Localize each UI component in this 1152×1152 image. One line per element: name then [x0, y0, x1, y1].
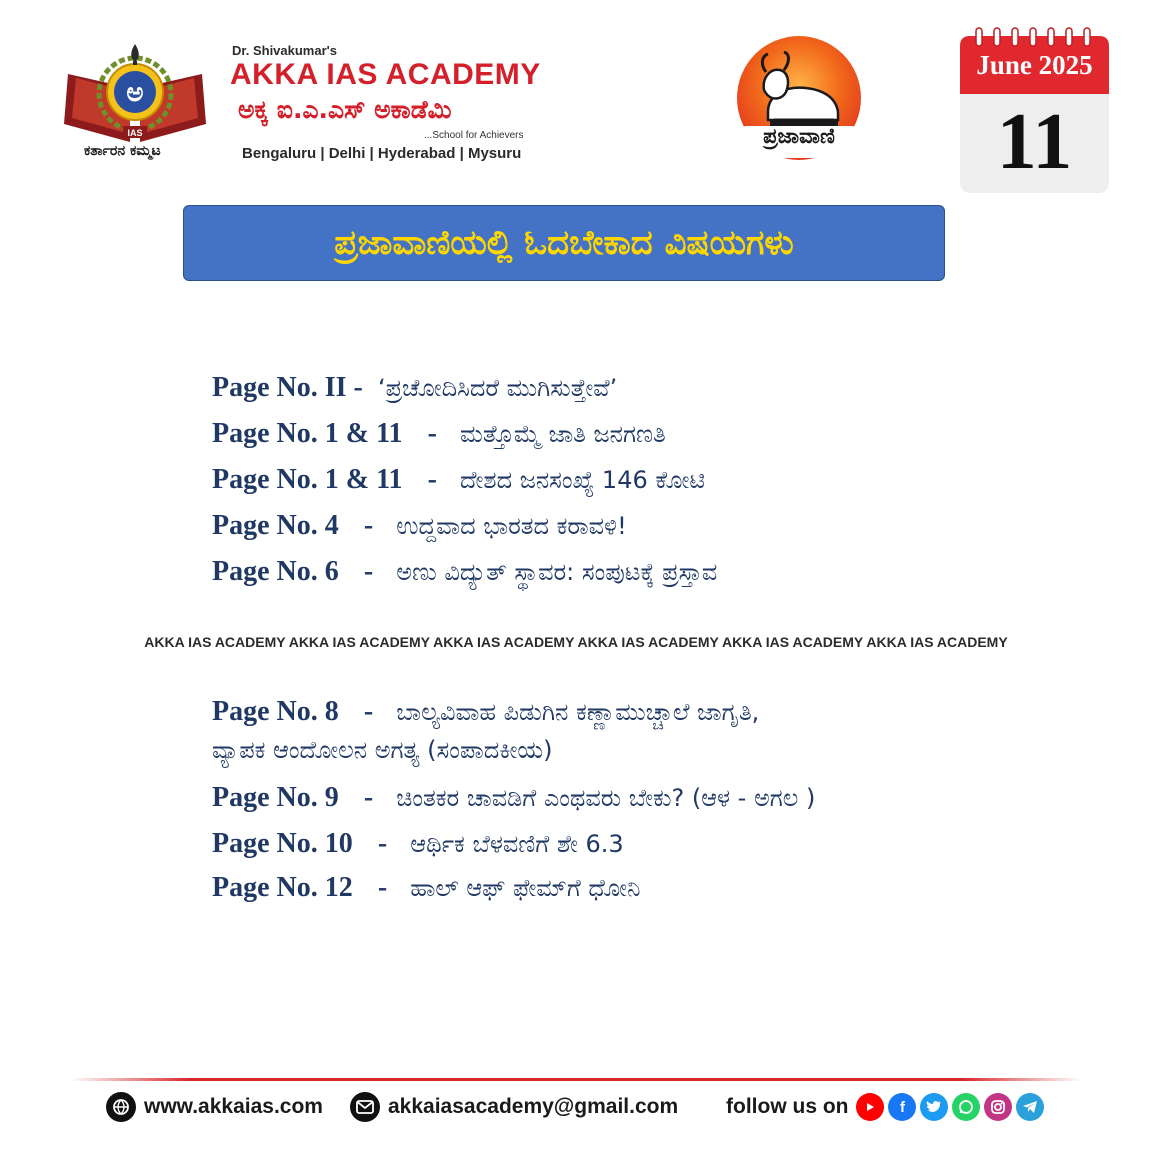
separator: -: [427, 464, 437, 495]
separator: -: [363, 782, 374, 813]
newspaper-name: ಪ್ರಜಾವಾಣಿ: [763, 124, 835, 148]
separator: -: [427, 418, 437, 449]
email-link[interactable]: [350, 1090, 678, 1124]
separator: -: [363, 556, 374, 587]
twitter-icon[interactable]: [920, 1093, 948, 1121]
calendar-day: 11: [996, 98, 1073, 186]
facebook-icon[interactable]: f: [888, 1093, 916, 1121]
headline-continuation: ವ್ಯಾಪಕ ಆಂದೋಲನ ಅಗತ್ಯ (ಸಂಪಾದಕೀಯ): [212, 736, 553, 764]
email-text: akkaiasacademy@gmail.com: [388, 1095, 679, 1118]
separator: -: [363, 696, 374, 727]
page-number: Page No. 1 & 11: [212, 418, 403, 449]
brand-slogan: ...School for Achievers: [424, 130, 524, 141]
headline: ಹಾಲ್ ಆಫ್ ಫೇಮ್‌ಗೆ ಧೋನಿ: [410, 874, 641, 902]
separator: -: [377, 872, 388, 903]
list-item: [212, 510, 627, 542]
mail-icon: [350, 1092, 380, 1122]
footer-divider: [70, 1078, 1082, 1081]
svg-text:ಅ: ಅ: [126, 78, 144, 108]
ias-badge-text: IAS: [127, 128, 143, 138]
page-number: Page No. 4: [212, 510, 339, 541]
list-item: [212, 782, 815, 814]
calendar-month: June 2025: [976, 50, 1093, 80]
academy-logo: [60, 42, 210, 157]
globe-icon: [106, 1092, 136, 1122]
headline: ಮತ್ತೊಮ್ಮೆ ಜಾತಿ ಜನಗಣತಿ: [460, 420, 666, 448]
list-item: [212, 464, 705, 496]
list-item-continuation: [212, 736, 552, 764]
telegram-icon[interactable]: [1016, 1093, 1044, 1121]
social-bar: [726, 1090, 1044, 1124]
page-number: Page No. 6: [212, 556, 339, 587]
headline: ಬಾಲ್ಯವಿವಾಹ ಪಿಡುಗಿನ ಕಣ್ಣಾಮುಚ್ಚಾಲೆ ಜಾಗೃತಿ,: [396, 698, 760, 726]
follow-label: follow us on: [726, 1095, 849, 1118]
website-text: www.akkaias.com: [144, 1095, 323, 1118]
headline: ‘ಪ್ರಚೋದಿಸಿದರೆ ಮುಗಿಸುತ್ತೇವೆ’: [377, 374, 618, 402]
headline: ದೇಶದ ಜನಸಂಖ್ಯೆ 146 ಕೋಟಿ: [460, 466, 706, 494]
list-item: [212, 556, 717, 588]
separator: -: [377, 828, 388, 859]
page-number: Page No. 1 & 11: [212, 464, 403, 495]
page-number: Page No. 10: [212, 828, 353, 859]
page-title: ಪ್ರಜಾವಾಣಿಯಲ್ಲಿ ಓದಬೇಕಾದ ವಿಷಯಗಳು: [334, 223, 794, 263]
newspaper-logo: [734, 20, 864, 172]
list-item: [212, 418, 666, 450]
brand-prefix: Dr. Shivakumar's: [232, 43, 337, 58]
list-item: [212, 828, 624, 860]
brand-locations: Bengaluru | Delhi | Hyderabad | Mysuru: [242, 145, 522, 162]
headline: ಚಿಂತಕರ ಚಾವಡಿಗೆ ಎಂಥವರು ಬೇಕು? (ಆಳ - ಅಗಲ ): [396, 784, 816, 812]
separator: -: [363, 510, 374, 541]
list-item: [212, 696, 759, 728]
watermark-band: AKKA IAS ACADEMY AKKA IAS ACADEMY AKKA IAS ACADEMY AKKA IAS ACADEMY AKKA IAS ACADEMY AKKA IAS ACADEMY: [144, 634, 1008, 650]
title-banner: [183, 205, 945, 281]
page-number: Page No. 12: [212, 872, 353, 903]
website-link[interactable]: [106, 1090, 323, 1124]
headline: ಉದ್ದವಾದ ಭಾರತದ ಕರಾವಳಿ!: [396, 512, 627, 540]
list-item: [212, 872, 640, 904]
page-number: Page No. 8: [212, 696, 339, 727]
brand-name-kannada: ಅಕ್ಕ ಐ.ಎ.ಎಸ್ ಅಕಾಡೆಮಿ: [238, 95, 452, 124]
whatsapp-icon[interactable]: [952, 1093, 980, 1121]
page-number: Page No. II -: [212, 372, 363, 403]
page-number: Page No. 9: [212, 782, 339, 813]
headline: ಅಣು ವಿದ್ಯುತ್ ಸ್ಥಾವರ: ಸಂಪುಟಕ್ಕೆ ಪ್ರಸ್ತಾವ: [396, 558, 718, 586]
youtube-icon[interactable]: [856, 1093, 884, 1121]
instagram-icon[interactable]: [984, 1093, 1012, 1121]
brand-name: AKKA IAS ACADEMY: [230, 58, 541, 91]
logo-tagline: ಕರ್ತಾರನ ಕಮ್ಮಟ: [84, 143, 161, 159]
headline: ಆರ್ಥಿಕ ಬೆಳವಣಿಗೆ ಶೇ 6.3: [410, 830, 624, 858]
list-item: [212, 372, 617, 404]
